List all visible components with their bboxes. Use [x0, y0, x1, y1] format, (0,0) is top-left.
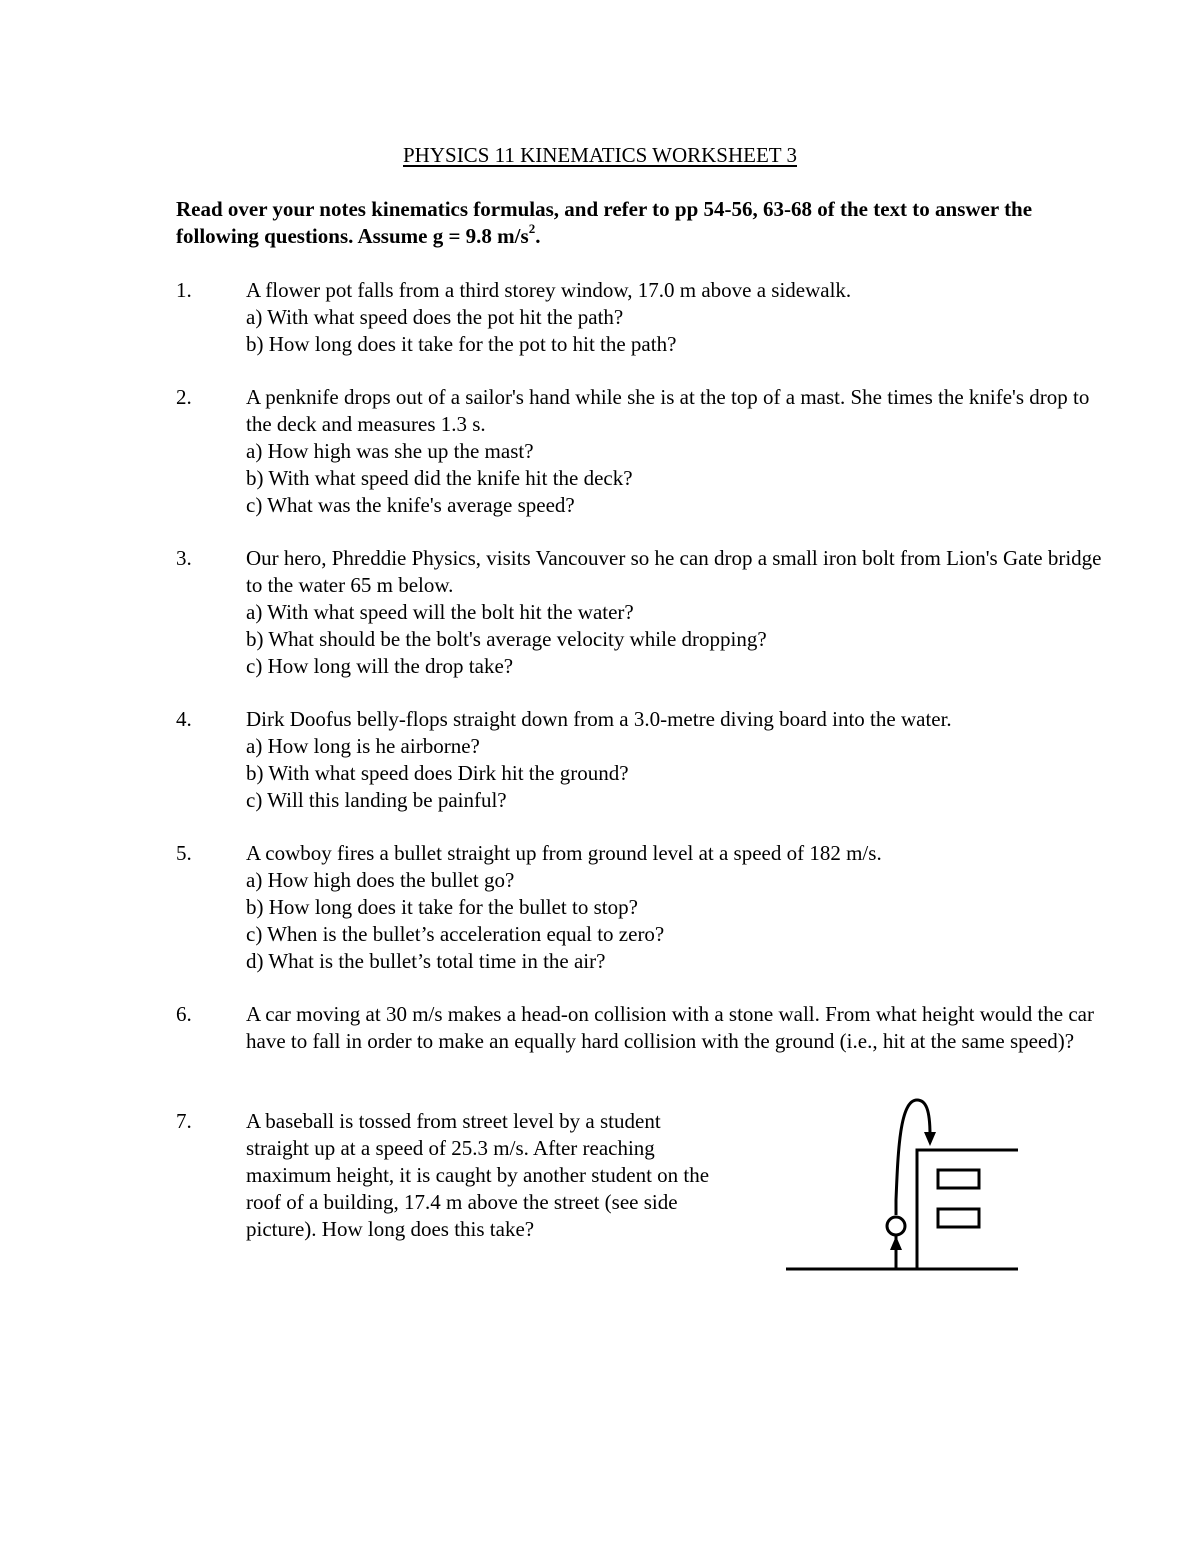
question-number: 1.	[176, 278, 192, 302]
building-window	[938, 1170, 979, 1188]
question-text: A baseball is tossed from street level by a student straight up at a speed of 25.3 m/s. After reaching maximum height, it is caught by another student on the roof of a building, 17.4 m above the street (see side picture). How long does this take?	[246, 1109, 710, 1241]
launch-arrow-head	[890, 1236, 902, 1250]
question-part: c) How long will the drop take?	[246, 654, 514, 678]
question-text: A penknife drops out of a sailor's hand while she is at the top of a mast. She times the knife's drop to the deck and measures 1.3 s.	[246, 385, 1090, 436]
question-part: b) What should be the bolt's average velocity while dropping?	[246, 627, 767, 651]
question-text: Dirk Doofus belly-flops straight down from a 3.0-metre diving board into the water.	[246, 707, 952, 731]
question-number: 7.	[176, 1109, 192, 1133]
question-part: d) What is the bullet’s total time in the air?	[246, 949, 606, 973]
question-part: b) How long does it take for the bullet to stop?	[246, 895, 638, 919]
building-window	[938, 1209, 979, 1227]
catch-arrow-head	[924, 1132, 936, 1146]
ball-trajectory	[896, 1100, 930, 1215]
question-text: A flower pot falls from a third storey window, 17.0 m above a sidewalk.	[246, 278, 852, 302]
question-text: A car moving at 30 m/s makes a head-on collision with a stone wall. From what height would the car have to fall in order to make an equally hard collision with the ground (i.e., hit at the same speed)?	[246, 1002, 1094, 1053]
page-title: PHYSICS 11 KINEMATICS WORKSHEET 3	[403, 143, 797, 167]
question-number: 3.	[176, 546, 192, 570]
question-part: c) What was the knife's average speed?	[246, 493, 575, 517]
question-text: A cowboy fires a bullet straight up from ground level at a speed of 182 m/s.	[246, 841, 882, 865]
question-part: a) How long is he airborne?	[246, 734, 480, 758]
question-part: b) With what speed did the knife hit the deck?	[246, 466, 633, 490]
question-text: Our hero, Phreddie Physics, visits Vancouver so he can drop a small iron bolt from Lion's Gate bridge to the water 65 m below.	[246, 546, 1102, 597]
question-part: a) With what speed does the pot hit the path?	[246, 305, 624, 329]
question-part: a) How high was she up the mast?	[246, 439, 534, 463]
baseball	[887, 1217, 905, 1235]
question-part: c) When is the bullet’s acceleration equal to zero?	[246, 922, 665, 946]
intro-instructions	[176, 196, 1056, 250]
question-number: 4.	[176, 707, 192, 731]
question-part: a) With what speed will the bolt hit the water?	[246, 600, 634, 624]
question-part: a) How high does the bullet go?	[246, 868, 515, 892]
question-number: 2.	[176, 385, 192, 409]
intro-text: Read over your notes kinematics formulas, and refer to pp 54-56, 63-68 of the text to answer the following questions. Assume g = 9.8 m/s	[176, 197, 1033, 248]
baseball-building-diagram	[780, 1090, 1025, 1275]
intro-superscript: 2	[528, 221, 536, 236]
question-part: b) With what speed does Dirk hit the ground?	[246, 761, 629, 785]
intro-suffix: .	[535, 224, 541, 248]
question-number: 6.	[176, 1002, 192, 1026]
question-part: b) How long does it take for the pot to hit the path?	[246, 332, 677, 356]
question-number: 5.	[176, 841, 192, 865]
question-part: c) Will this landing be painful?	[246, 788, 507, 812]
